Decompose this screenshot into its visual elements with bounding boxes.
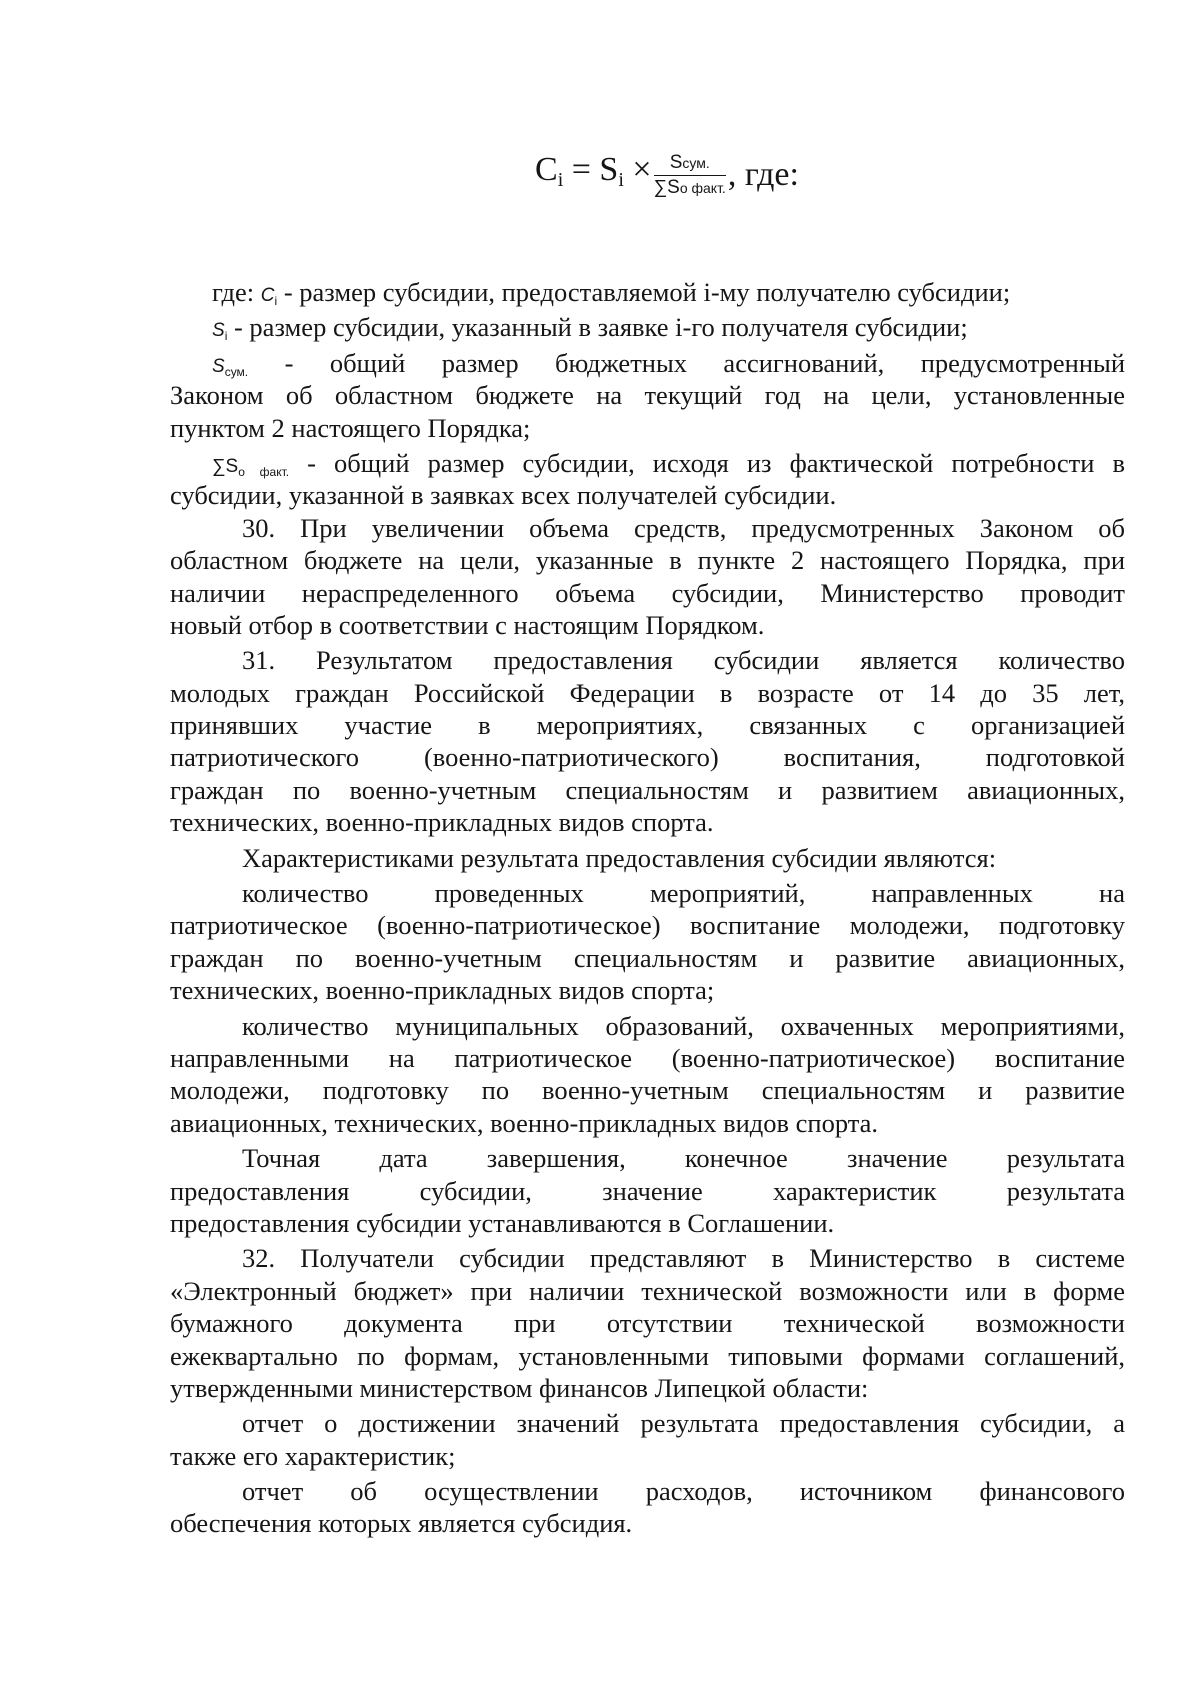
- definition-ssum-line: пунктом 2 настоящего Порядка;: [170, 412, 531, 443]
- paragraph-31-line: граждан по военно-учетным специальностям и развитием авиационных,: [170, 774, 1125, 805]
- characteristic-2-line: количество муниципальных образований, охваченных мероприятиями,: [242, 1010, 1125, 1041]
- characteristic-1-line: патриотическое (военно-патриотическое) воспитание молодежи, подготовку: [170, 910, 1125, 941]
- paragraph-31-line: принявших участие в мероприятиях, связанных с организацией: [170, 710, 1125, 741]
- paragraph-32-line: 32. Получатели субсидии представляют в Министерство в системе: [242, 1243, 1125, 1274]
- paragraph-32-line: ежеквартально по формам, установленными типовыми формами соглашений,: [170, 1340, 1125, 1371]
- document-body: [170, 276, 1125, 1540]
- definition-sfact: $\sum S_{о факт.}$ - общий размер субсидии, исходя из фактической потребности в: [212, 447, 1125, 479]
- characteristic-1-line: технических, военно-прикладных видов спорта;: [170, 975, 715, 1006]
- formula-si-sub: i: [618, 169, 624, 191]
- paragraph-30-line: новый отбор в соответствии с настоящим Порядком.: [170, 609, 765, 640]
- definition-ci: где: $C_i$ - размер субсидии, предоставляемой i-му получателю субсидии;: [212, 277, 1011, 308]
- characteristic-2-line: молодежи, подготовку по военно-учетным специальностям и развитие: [170, 1075, 1125, 1106]
- paragraph-31-line: патриотического (военно-патриотического) воспитания, подготовкой: [170, 742, 1125, 773]
- formula-times: ×: [623, 151, 652, 188]
- characteristic-1-line: количество проведенных мероприятий, направленных на: [242, 878, 1125, 909]
- definition-sfact-line: субсидии, указанной в заявках всех получателей субсидии.: [170, 480, 837, 511]
- paragraph-31-line: технических, военно-прикладных видов спорта.: [170, 807, 714, 838]
- subsidy-formula: [535, 150, 799, 200]
- paragraph-32-line: утвержденными министерством финансов Липецкой области:: [170, 1372, 869, 1403]
- exact-date-line: Точная дата завершения, конечное значение результата: [242, 1143, 1125, 1174]
- formula-fraction: [654, 152, 726, 199]
- exact-date-line: предоставления субсидии, значение характеристик результата: [170, 1175, 1125, 1206]
- report-2-line: отчет об осуществлении расходов, источником финансового: [242, 1476, 1125, 1507]
- definition-ssum: $S_{сум.}$ - общий размер бюджетных ассигнований, предусмотренный: [212, 347, 1125, 379]
- characteristics-intro: Характеристиками результата предоставления субсидии являются:: [242, 842, 997, 873]
- formula-denominator: ∑Sо факт.: [653, 176, 726, 198]
- exact-date-line: предоставления субсидии устанавливаются в Соглашении.: [170, 1207, 835, 1238]
- paragraph-32-line: «Электронный бюджет» при наличии технической возможности или в форме: [170, 1275, 1125, 1306]
- paragraph-30-line: 30. При увеличении объема средств, предусмотренных Законом об: [242, 512, 1125, 543]
- characteristic-2-line: направленными на патриотическое (военно-патриотическое) воспитание: [170, 1042, 1125, 1073]
- report-1-line: отчет о достижении значений результата предоставления субсидии, а: [242, 1408, 1125, 1439]
- symbol-sfact: $\sum S_{о факт.}$: [212, 455, 290, 479]
- symbol-ssum: $S_{сум.}$: [212, 355, 249, 379]
- definition-si: $S_i$ - размер субсидии, указанный в заявке i-го получателя субсидии;: [212, 312, 968, 344]
- symbol-si: $S_i$: [212, 320, 228, 344]
- paragraph-30-line: наличии нераспределенного объема субсидии, Министерство проводит: [170, 577, 1125, 608]
- formula-numerator: Sсум.: [654, 152, 726, 176]
- paragraph-30-line: областном бюджете на цели, указанные в пункте 2 настоящего Порядка, при: [170, 545, 1125, 576]
- definition-ssum-line: Законом об областном бюджете на текущий год на цели, установленные: [170, 380, 1125, 411]
- characteristic-1-line: граждан по военно-учетным специальностям и развитие авиационных,: [170, 942, 1125, 973]
- characteristic-2-line: авиационных, технических, военно-прикладных видов спорта.: [170, 1107, 879, 1138]
- formula-lhs-sub: i: [557, 169, 564, 191]
- symbol-ci: $C_i$: [260, 285, 278, 308]
- report-2-line: обеспечения которых является субсидия.: [170, 1508, 633, 1539]
- paragraph-31-line: 31. Результатом предоставления субсидии является количество: [242, 645, 1125, 676]
- paragraph-31-line: молодых граждан Российской Федерации в возрасте от 14 до 35 лет,: [170, 677, 1125, 708]
- report-1-line: также его характеристик;: [170, 1440, 456, 1471]
- paragraph-32-line: бумажного документа при отсутствии технической возможности: [170, 1308, 1125, 1339]
- formula-lhs: C: [535, 151, 558, 188]
- formula-equals-s: = S: [563, 151, 619, 188]
- formula-suffix: , где:: [727, 156, 799, 193]
